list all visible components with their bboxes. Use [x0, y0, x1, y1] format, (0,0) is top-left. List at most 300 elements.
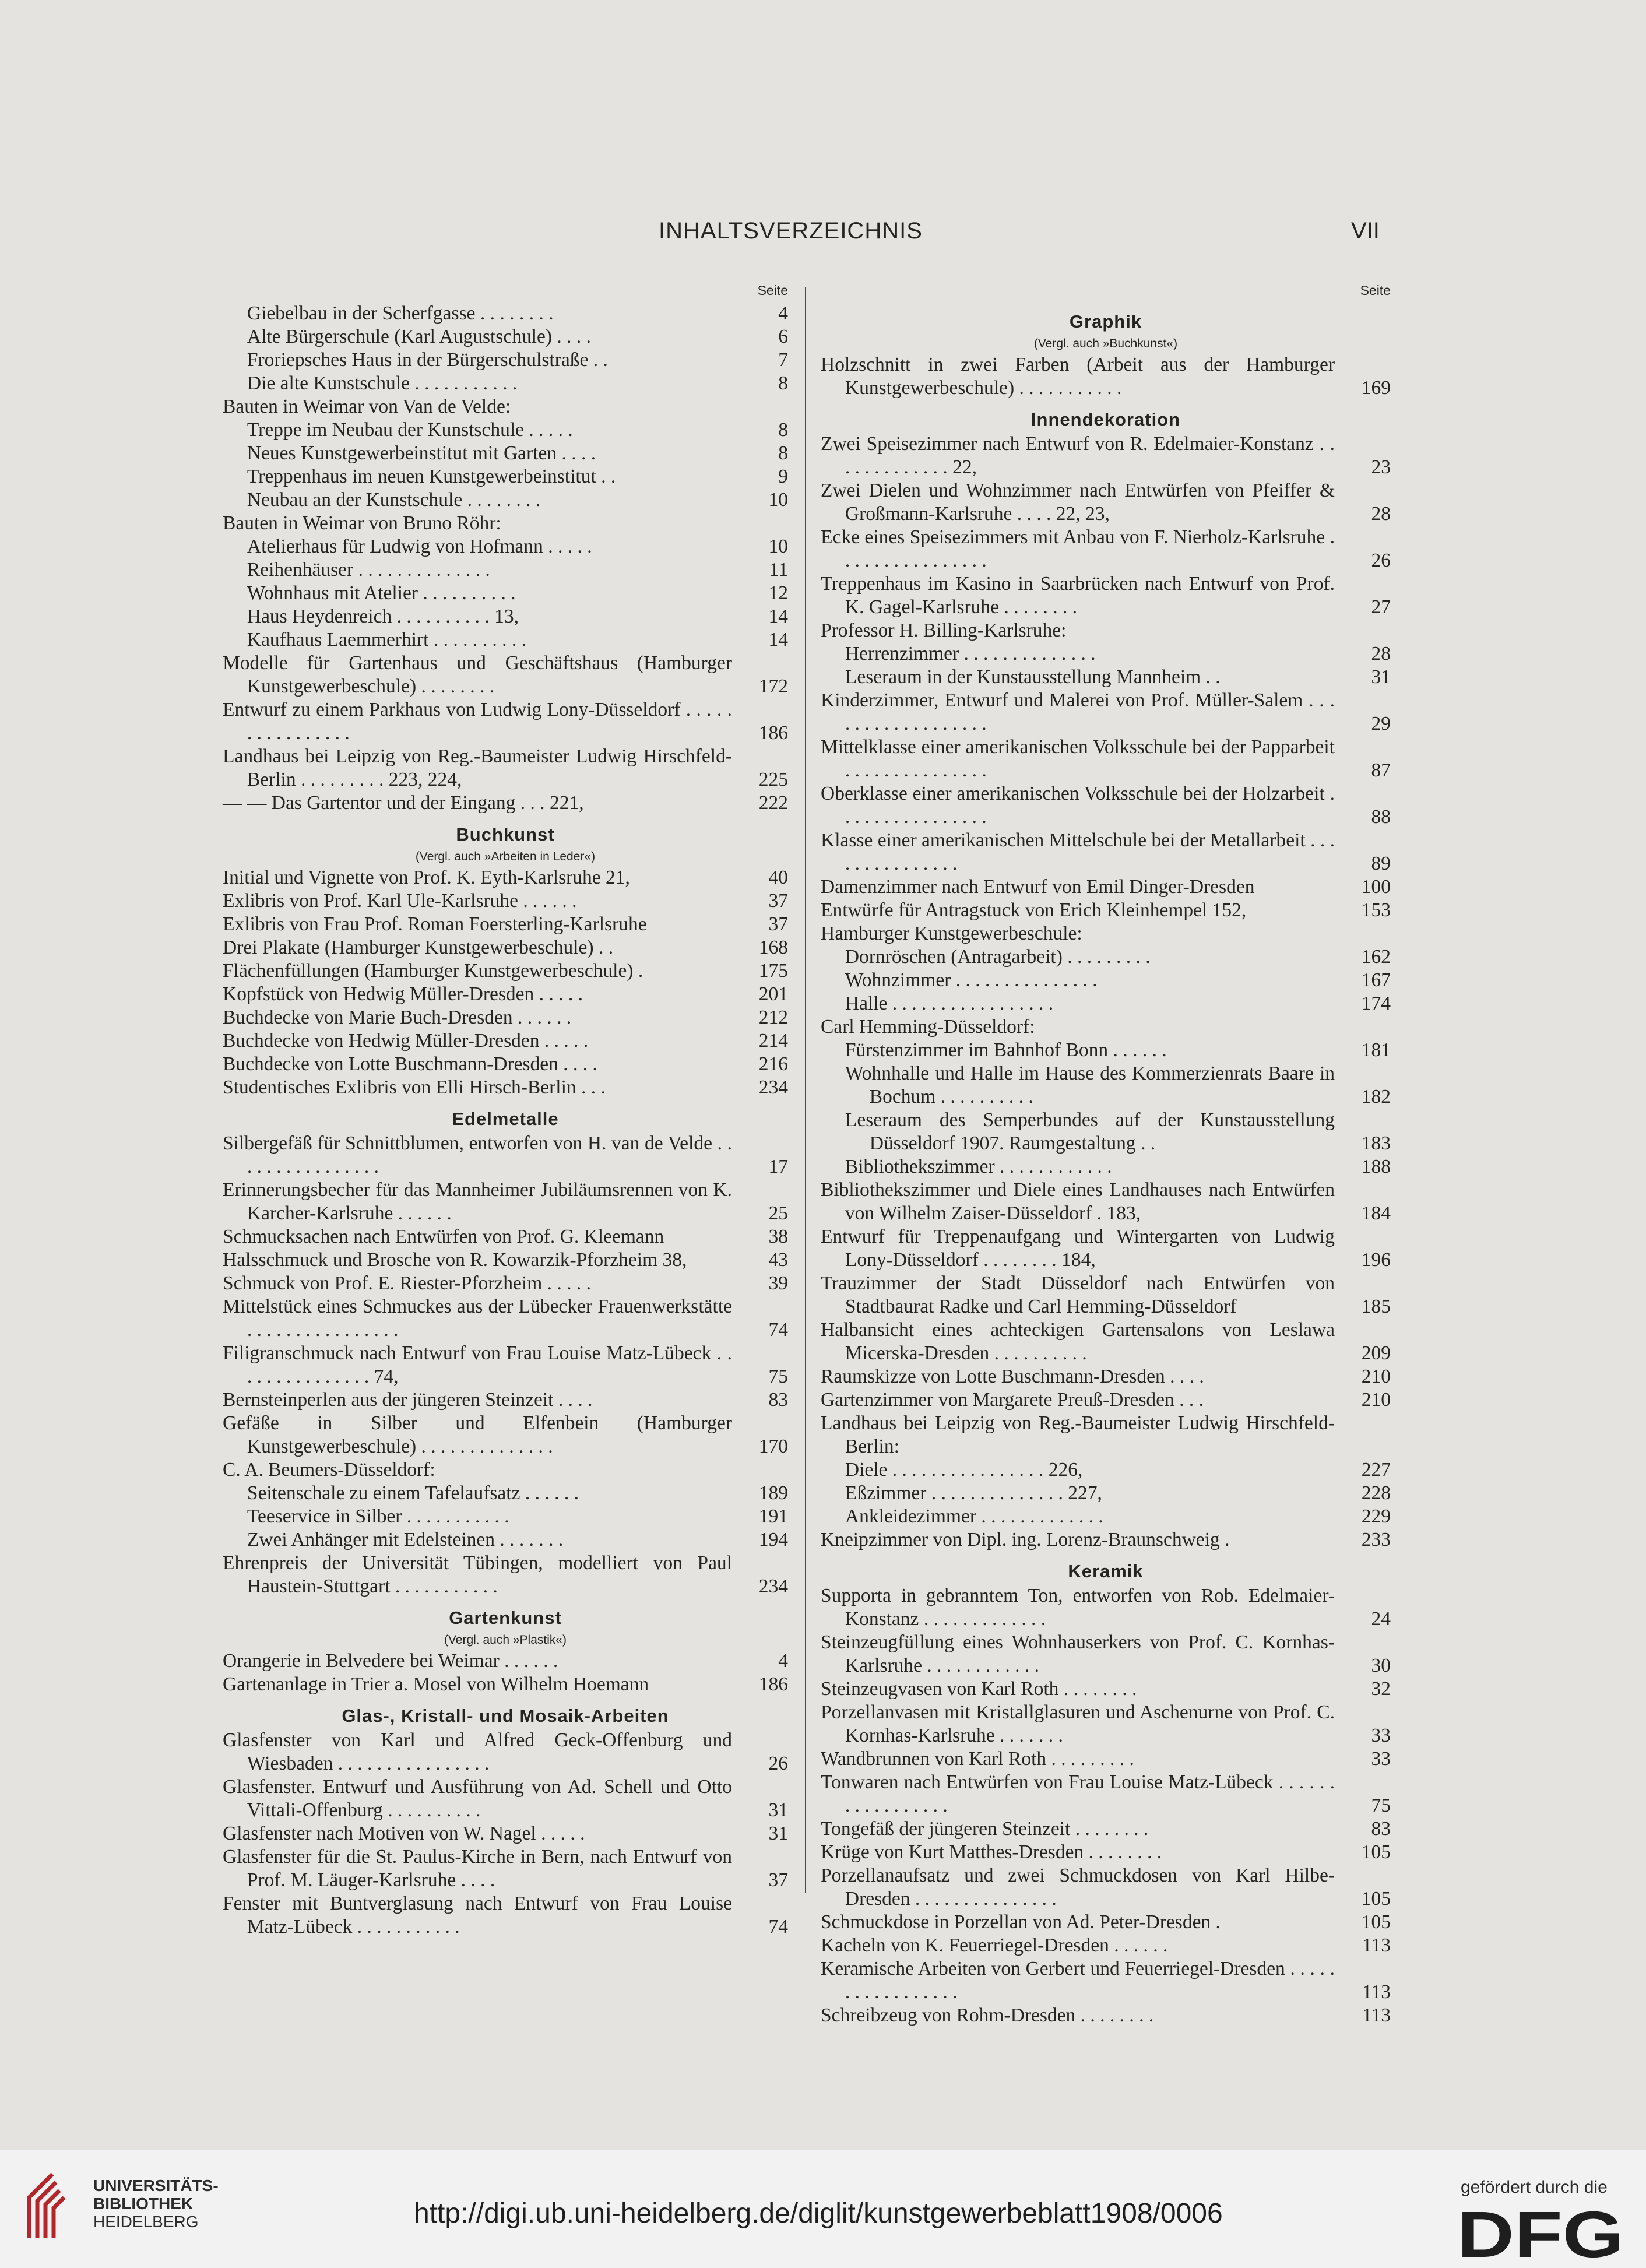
entry-page: 4 — [778, 303, 788, 324]
toc-entry — [223, 535, 788, 558]
toc-entry — [821, 1388, 1391, 1412]
toc-entry — [223, 652, 788, 698]
toc-entry — [821, 526, 1391, 572]
section-note: (Vergl. auch »Arbeiten in Leder«) — [415, 850, 596, 863]
toc-entry — [821, 1584, 1391, 1631]
toc-entry — [821, 1062, 1391, 1109]
toc-entry — [821, 2004, 1391, 2027]
entry-title: Entwurf zu einem Parkhaus von Ludwig Lony-Düsseldorf . . . . . . . . . . . . . . . . — [223, 699, 732, 744]
section-heading: Gartenkunst — [449, 1608, 562, 1628]
entry-title: Schmucksachen nach Entwürfen von Prof. G. Kleemann — [223, 1226, 664, 1247]
entry-title: Gefäße in Silber und Elfenbein (Hamburger Kunstgewerbeschule) . . . . . . . . . . . . . . — [223, 1412, 732, 1457]
entry-page: 194 — [758, 1529, 788, 1550]
entry-title: Oberklasse einer amerikanischen Volksschule bei der Holzarbeit . . . . . . . . . . . . . . . . — [821, 783, 1335, 828]
toc-entry — [223, 1076, 788, 1099]
entry-page: 8 — [778, 442, 788, 464]
entry-title: Carl Hemming-Düsseldorf: — [821, 1016, 1035, 1038]
entry-page: 201 — [758, 983, 788, 1005]
toc-entry — [223, 1029, 788, 1053]
university-library-logo-icon — [17, 2162, 87, 2244]
entry-title: Erinnerungsbecher für das Mannheimer Jubiläumsrennen von K. Karcher-Karlsruhe . . . . . . — [223, 1179, 732, 1224]
toc-entry — [223, 1845, 788, 1892]
entry-title: Initial und Vignette von Prof. K. Eyth-Karlsruhe 21, — [223, 867, 630, 888]
entry-page: 7 — [778, 349, 788, 371]
toc-entry — [223, 325, 788, 349]
entry-page: 43 — [768, 1249, 788, 1271]
entry-page: 29 — [1371, 713, 1391, 734]
entry-page: 8 — [778, 419, 788, 441]
toc-entry — [821, 1817, 1391, 1841]
entry-page: 162 — [1361, 946, 1391, 968]
entry-title: Exlibris von Prof. Karl Ule-Karlsruhe . . . . . . — [223, 890, 577, 912]
toc-entry — [821, 1412, 1391, 1458]
entry-page: 234 — [758, 1576, 788, 1597]
entry-page: 37 — [768, 1869, 788, 1891]
section-heading: Innendekoration — [1030, 409, 1181, 430]
entry-page: 14 — [768, 629, 788, 650]
entry-title: Buchdecke von Lotte Buschmann-Dresden . . . . — [223, 1053, 597, 1075]
section-heading: Edelmetalle — [452, 1109, 559, 1129]
entry-page: 75 — [768, 1366, 788, 1387]
toc-entry — [223, 1388, 788, 1412]
entry-page: 105 — [1361, 1841, 1391, 1863]
toc-entry — [821, 1318, 1391, 1365]
entry-title: Glasfenster. Entwurf und Ausführung von Ad. Schell und Otto Vittali-Offenburg . . . . . . . . . . — [223, 1776, 732, 1821]
entry-page: 4 — [778, 1650, 788, 1672]
entry-page: 175 — [758, 960, 788, 982]
entry-title: Studentisches Exlibris von Elli Hirsch-Berlin . . . — [223, 1077, 606, 1098]
entry-title: Tonwaren nach Entwürfen von Frau Louise Matz-Lübeck . . . . . . . . . . . . . . . . . — [821, 1771, 1335, 1816]
entry-title: Glasfenster für die St. Paulus-Kirche in Bern, nach Entwurf von Prof. M. Läuger-Karlsruhe . . . . — [223, 1846, 732, 1891]
entry-title: Krüge von Kurt Matthes-Dresden . . . . . . . . — [821, 1841, 1162, 1863]
entry-page: 89 — [1371, 853, 1391, 874]
toc-entry — [223, 1673, 788, 1696]
toc-entry — [821, 1179, 1391, 1225]
toc-entry — [821, 829, 1391, 875]
toc-entry — [223, 1295, 788, 1342]
entry-title: Porzellanvasen mit Kristallglasuren und Aschenurne von Prof. C. Kornhas-Karlsruhe . . . . . . . — [821, 1701, 1335, 1746]
entry-title: Fürstenzimmer im Bahnhof Bonn . . . . . . — [845, 1039, 1167, 1061]
toc-entry — [821, 945, 1391, 969]
entry-title: Hamburger Kunstgewerbeschule: — [821, 923, 1082, 944]
entry-page: 12 — [768, 582, 788, 604]
toc-entry — [821, 479, 1391, 526]
toc-entry — [223, 983, 788, 1006]
entry-page: 74 — [768, 1916, 788, 1938]
toc-entry — [821, 992, 1391, 1015]
entry-title: Halsschmuck und Brosche von R. Kowarzik-Pforzheim 38, — [223, 1249, 687, 1271]
entry-page: 182 — [1361, 1086, 1391, 1107]
entry-page: 186 — [758, 1673, 788, 1695]
toc-entry — [821, 1505, 1391, 1528]
toc-entry — [821, 572, 1391, 619]
entry-page: 214 — [758, 1030, 788, 1052]
toc-entry — [223, 1179, 788, 1225]
entry-page: 87 — [1371, 759, 1391, 781]
entry-page: 183 — [1361, 1133, 1391, 1154]
entry-page: 75 — [1371, 1795, 1391, 1816]
toc-entry — [821, 736, 1391, 782]
toc-entry — [223, 1822, 788, 1845]
entry-page: 38 — [768, 1226, 788, 1247]
entry-page: 181 — [1361, 1039, 1391, 1061]
toc-entry — [821, 1155, 1391, 1179]
entry-title: Steinzeugvasen von Karl Roth . . . . . . . . — [821, 1678, 1137, 1700]
entry-page: 105 — [1361, 1911, 1391, 1933]
entry-title: Zwei Anhänger mit Edelsteinen . . . . . . . — [247, 1529, 564, 1550]
toc-entry — [821, 619, 1391, 642]
entry-title: Mittelklasse einer amerikanischen Volksschule bei der Papparbeit . . . . . . . . . . . . . . . — [821, 736, 1335, 781]
entry-page: 169 — [1361, 377, 1391, 399]
entry-title: Zwei Speisezimmer nach Entwurf von R. Edelmaier-Konstanz . . . . . . . . . . . . . 22, — [821, 433, 1335, 478]
entry-title: Gartenzimmer von Margarete Preuß-Dresden . . . — [821, 1389, 1204, 1411]
entry-page: 39 — [768, 1272, 788, 1294]
page-header — [0, 218, 1646, 253]
entry-title: Neues Kunstgewerbeinstitut mit Garten . . . . — [247, 442, 596, 464]
toc-entry — [223, 302, 788, 325]
entry-page: 170 — [758, 1436, 788, 1457]
entry-title: Ehrenpreis der Universität Tübingen, modelliert von Paul Haustein-Stuttgart . . . . . . . . . . . — [223, 1552, 732, 1597]
entry-page: 191 — [758, 1506, 788, 1527]
toc-entry — [821, 1458, 1391, 1482]
toc-entry — [223, 745, 788, 792]
section-heading: Keramik — [1068, 1561, 1144, 1581]
entry-page: 14 — [768, 606, 788, 627]
entry-page: 174 — [1361, 993, 1391, 1014]
toc-entry — [821, 666, 1391, 689]
entry-page: 28 — [1371, 643, 1391, 664]
entry-title: Entwürfe für Antragstuck von Erich Kleinhempel 152, — [821, 899, 1247, 921]
entry-title: Professor H. Billing-Karlsruhe: — [821, 620, 1067, 641]
entry-page: 88 — [1371, 806, 1391, 828]
university-library-name: UNIVERSITÄTS- BIBLIOTHEK HEIDELBERG — [93, 2176, 219, 2231]
entry-title: Schmuckdose in Porzellan von Ad. Peter-Dresden . — [821, 1911, 1221, 1933]
toc-entry — [821, 353, 1391, 400]
entry-page: 196 — [1361, 1249, 1391, 1271]
toc-entry — [821, 1109, 1391, 1155]
entry-page: 83 — [1371, 1818, 1391, 1840]
entry-title: Trauzimmer der Stadt Düsseldorf nach Entwürfen von Stadtbaurat Radke und Carl Hemming-Düsseldorf — [821, 1272, 1335, 1317]
entry-title: Treppenhaus im Kasino in Saarbrücken nach Entwurf von Prof. K. Gagel-Karlsruhe . . . . . . . . — [821, 573, 1335, 618]
toc-entry — [223, 419, 788, 442]
entry-title: Reihenhäuser . . . . . . . . . . . . . . — [247, 559, 490, 581]
entry-page: 74 — [768, 1319, 788, 1341]
toc-entry — [821, 1911, 1391, 1934]
entry-title: Haus Heydenreich . . . . . . . . . . 13, — [247, 606, 519, 627]
entry-page: 184 — [1361, 1202, 1391, 1224]
entry-title: Exlibris von Frau Prof. Roman Foersterling-Karlsruhe — [223, 913, 647, 935]
entry-title: Drei Plakate (Hamburger Kunstgewerbeschule) . . — [223, 937, 614, 958]
toc-entry — [223, 582, 788, 605]
entry-title: Silbergefäß für Schnittblumen, entworfen von H. van de Velde . . . . . . . . . . . . . . . . — [223, 1133, 732, 1177]
entry-title: Klasse einer amerikanischen Mittelschule bei der Metallarbeit . . . . . . . . . . . . . . . — [821, 829, 1335, 874]
toc-entry — [821, 1841, 1391, 1864]
section-note: (Vergl. auch »Plastik«) — [444, 1633, 567, 1647]
entry-title: Wohnhalle und Halle im Hause des Kommerzienrats Baare in Bochum . . . . . . . . . . — [845, 1063, 1335, 1107]
source-url-link[interactable]: http://digi.ub.uni-heidelberg.de/diglit/kunstgewerbeblatt1908/0006 — [414, 2198, 1223, 2229]
entry-title: Mittelstück eines Schmuckes aus der Lübecker Frauenwerkstätte . . . . . . . . . . . . . . . . — [223, 1296, 732, 1341]
entry-title: Bibliothekszimmer und Diele eines Landhauses nach Entwürfen von Wilhelm Zaiser-Düsseldorf . 183, — [821, 1179, 1335, 1224]
toc-entry — [223, 959, 788, 983]
entry-title: Wohnzimmer . . . . . . . . . . . . . . . — [845, 969, 1098, 991]
toc-entry — [223, 1249, 788, 1272]
entry-title: Zwei Dielen und Wohnzimmer nach Entwürfen von Pfeiffer & Großmann-Karlsruhe . . . . 22, 23, — [821, 480, 1335, 525]
entry-title: Landhaus bei Leipzig von Reg.-Baumeister Ludwig Hirschfeld-Berlin . . . . . . . . . 223, 224, — [223, 746, 732, 790]
entry-title: Ankleidezimmer . . . . . . . . . . . . . — [845, 1506, 1103, 1527]
entry-page: 33 — [1371, 1748, 1391, 1770]
entry-title: Tongefäß der jüngeren Steinzeit . . . . . . . . — [821, 1818, 1149, 1840]
entry-page: 23 — [1371, 456, 1391, 478]
toc-entry — [223, 1892, 788, 1939]
seite-label-left: Seite — [757, 283, 788, 298]
entry-title: Flächenfüllungen (Hamburger Kunstgewerbeschule) . — [223, 960, 643, 982]
entry-page: 31 — [768, 1799, 788, 1821]
toc-entry — [821, 1272, 1391, 1318]
toc-entry — [821, 1528, 1391, 1552]
entry-title: Steinzeugfüllung eines Wohnhauserkers von Prof. C. Kornhas-Karlsruhe . . . . . . . . . . . . — [821, 1631, 1335, 1676]
entry-title: Orangerie in Belvedere bei Weimar . . . . . . — [223, 1650, 558, 1672]
seite-label-right: Seite — [1360, 283, 1391, 298]
entry-page: 100 — [1361, 876, 1391, 898]
entry-page: 168 — [758, 937, 788, 958]
toc-entry — [223, 1132, 788, 1179]
entry-page: 225 — [758, 769, 788, 790]
toc-entry — [223, 1528, 788, 1552]
entry-page: 189 — [758, 1482, 788, 1504]
entry-title: Leseraum in der Kunstausstellung Mannheim . . — [845, 666, 1221, 688]
entry-title: Raumskizze von Lotte Buschmann-Dresden . . . . — [821, 1366, 1204, 1387]
entry-title: Halle . . . . . . . . . . . . . . . . . — [845, 993, 1054, 1014]
entry-title: Kopfstück von Hedwig Müller-Dresden . . . . . — [223, 983, 583, 1005]
entry-page: 210 — [1361, 1389, 1391, 1411]
toc-entry — [223, 866, 788, 889]
entry-page: 186 — [758, 722, 788, 744]
entry-page: 10 — [768, 536, 788, 557]
funding-label: gefördert durch die — [1461, 2178, 1608, 2197]
toc-entry — [821, 689, 1391, 736]
entry-page: 30 — [1371, 1655, 1391, 1676]
entry-page: 209 — [1361, 1342, 1391, 1364]
entry-page: 188 — [1361, 1156, 1391, 1177]
entry-page: 113 — [1362, 2005, 1391, 2026]
toc-entry — [223, 889, 788, 913]
toc-entry — [821, 1771, 1391, 1817]
toc-left-column — [223, 279, 788, 1939]
section-heading: Buchkunst — [456, 824, 555, 845]
entry-page: 105 — [1361, 1888, 1391, 1910]
entry-title: — — Das Gartentor und der Eingang . . . 221, — [223, 792, 584, 814]
entry-page: 233 — [1361, 1529, 1391, 1550]
toc-entry — [821, 1864, 1391, 1911]
toc-entry — [821, 1482, 1391, 1505]
entry-page: 26 — [768, 1753, 788, 1774]
svg-text:DFG: DFG — [1457, 2203, 1624, 2262]
entry-page: 228 — [1361, 1482, 1391, 1504]
page-number: VII — [1351, 218, 1380, 244]
entry-title: Treppe im Neubau der Kunstschule . . . . . — [247, 419, 573, 441]
entry-title: Kacheln von K. Feuerriegel-Dresden . . . . . . — [821, 1935, 1168, 1956]
entry-page: 6 — [778, 326, 788, 347]
section-note: (Vergl. auch »Buchkunst«) — [1033, 337, 1178, 350]
entry-page: 229 — [1361, 1506, 1391, 1527]
toc-entry — [223, 698, 788, 745]
entry-page: 172 — [758, 676, 788, 697]
toc-entry — [821, 642, 1391, 666]
entry-page: 222 — [758, 792, 788, 814]
entry-page: 31 — [1371, 666, 1391, 688]
toc-entry — [223, 605, 788, 628]
entry-page: 40 — [768, 867, 788, 888]
toc-entry — [821, 782, 1391, 829]
entry-title: Buchdecke von Marie Buch-Dresden . . . . . . — [223, 1007, 572, 1028]
entry-page: 83 — [768, 1389, 788, 1411]
entry-title: Seitenschale zu einem Tafelaufsatz . . . . . . — [247, 1482, 579, 1504]
entry-title: Herrenzimmer . . . . . . . . . . . . . . — [845, 643, 1096, 664]
toc-entry — [223, 1482, 788, 1505]
entry-title: Alte Bürgerschule (Karl Augustschule) . . . . — [247, 326, 592, 347]
entry-title: Wohnhaus mit Atelier . . . . . . . . . . — [247, 582, 516, 604]
toc-entry — [821, 1365, 1391, 1388]
entry-title: Kaufhaus Laemmerhirt . . . . . . . . . . — [247, 629, 526, 650]
column-divider — [805, 287, 806, 1893]
toc-entry — [223, 1505, 788, 1528]
entry-title: Supporta in gebranntem Ton, entworfen von Rob. Edelmaier-Konstanz . . . . . . . . . . . . . — [821, 1585, 1335, 1630]
entry-page: 32 — [1371, 1678, 1391, 1700]
entry-title: Kneipzimmer von Dipl. ing. Lorenz-Braunschweig . — [821, 1529, 1230, 1550]
entry-title: Treppenhaus im neuen Kunstgewerbeinstitut . . — [247, 466, 616, 487]
entry-page: 153 — [1361, 899, 1391, 921]
entry-title: Die alte Kunstschule . . . . . . . . . . . — [247, 372, 518, 394]
section-heading: Graphik — [1069, 311, 1142, 332]
entry-page: 17 — [768, 1156, 788, 1177]
entry-title: Ecke eines Speisezimmers mit Anbau von F. Nierholz-Karlsruhe . . . . . . . . . . . . . . . . — [821, 526, 1335, 571]
toc-entry — [223, 1006, 788, 1029]
entry-page: 9 — [778, 466, 788, 487]
entry-title: Gartenanlage in Trier a. Mosel von Wilhelm Hoemann — [223, 1673, 649, 1695]
toc-entry — [223, 913, 788, 936]
entry-page: 26 — [1371, 550, 1391, 571]
toc-entry — [223, 1458, 788, 1482]
toc-entry — [223, 465, 788, 488]
entry-page: 37 — [768, 913, 788, 935]
toc-right-column — [821, 279, 1391, 2027]
entry-title: Filigranschmuck nach Entwurf von Frau Louise Matz-Lübeck . . . . . . . . . . . . . . . 74, — [223, 1342, 732, 1387]
entry-title: Porzellanaufsatz und zwei Schmuckdosen von Karl Hilbe-Dresden . . . . . . . . . . . . . . . — [821, 1865, 1335, 1910]
entry-page: 27 — [1371, 596, 1391, 618]
toc-entry — [223, 558, 788, 582]
entry-title: Bauten in Weimar von Van de Velde: — [223, 396, 511, 417]
toc-entry — [223, 1552, 788, 1598]
entry-page: 113 — [1362, 1981, 1391, 2003]
toc-entry — [821, 1039, 1391, 1062]
entry-title: Bibliothekszimmer . . . . . . . . . . . . — [845, 1156, 1112, 1177]
entry-title: Halbansicht eines achteckigen Gartensalons von Leslawa Micerska-Dresden . . . . . . . . . . — [821, 1319, 1335, 1364]
entry-page: 11 — [769, 559, 788, 581]
toc-entry — [821, 1957, 1391, 2004]
entry-title: Modelle für Gartenhaus und Geschäftshaus (Hamburger Kunstgewerbeschule) . . . . . . . . — [223, 652, 732, 697]
entry-title: Buchdecke von Hedwig Müller-Dresden . . . . . — [223, 1030, 589, 1052]
toc-entry — [821, 1678, 1391, 1701]
entry-title: Fenster mit Buntverglasung nach Entwurf von Frau Louise Matz-Lübeck . . . . . . . . . . . — [223, 1893, 732, 1938]
digitization-footer — [0, 2150, 1646, 2268]
entry-page: 185 — [1361, 1296, 1391, 1317]
entry-title: Teeservice in Silber . . . . . . . . . . . — [247, 1506, 509, 1527]
entry-page: 28 — [1371, 503, 1391, 525]
toc-entry — [821, 922, 1391, 945]
entry-title: Neubau an der Kunstschule . . . . . . . . — [247, 489, 541, 511]
toc-entry — [223, 792, 788, 815]
toc-entry — [821, 1225, 1391, 1272]
entry-title: Wandbrunnen von Karl Roth . . . . . . . . . — [821, 1748, 1134, 1770]
toc-entry — [223, 936, 788, 959]
entry-title: Damenzimmer nach Entwurf von Emil Dinger-Dresden — [821, 876, 1255, 898]
entry-page: 227 — [1361, 1459, 1391, 1481]
entry-title: Giebelbau in der Scherfgasse . . . . . . . . — [247, 303, 554, 324]
toc-entry — [223, 372, 788, 395]
toc-entry — [223, 1225, 788, 1249]
toc-entry — [223, 1272, 788, 1295]
entry-title: Dornröschen (Antragarbeit) . . . . . . . . . — [845, 946, 1151, 968]
entry-title: Glasfenster nach Motiven von W. Nagel . . . . . — [223, 1823, 585, 1844]
entry-page: 8 — [778, 372, 788, 394]
running-title: INHALTSVERZEICHNIS — [659, 218, 923, 244]
toc-entry — [223, 1729, 788, 1775]
entry-title: Landhaus bei Leipzig von Reg.-Baumeister Ludwig Hirschfeld-Berlin: — [821, 1412, 1335, 1457]
toc-entry — [821, 1934, 1391, 1957]
entry-title: Holzschnitt in zwei Farben (Arbeit aus der Hamburger Kunstgewerbeschule) . . . . . . . . . . . — [821, 354, 1335, 399]
entry-title: Kinderzimmer, Entwurf und Malerei von Prof. Müller-Salem . . . . . . . . . . . . . . . . . . — [821, 690, 1335, 734]
entry-title: Bernsteinperlen aus der jüngeren Steinzeit . . . . — [223, 1389, 593, 1411]
toc-entry — [821, 1015, 1391, 1039]
entry-page: 210 — [1361, 1366, 1391, 1387]
toc-entry — [223, 349, 788, 372]
toc-entry — [223, 1053, 788, 1076]
entry-page: 10 — [768, 489, 788, 511]
toc-entry — [821, 899, 1391, 922]
toc-entry — [223, 1775, 788, 1822]
toc-entry — [223, 628, 788, 652]
entry-title: Schreibzeug von Rohm-Dresden . . . . . . . . — [821, 2005, 1154, 2026]
toc-entry — [821, 1747, 1391, 1771]
toc-entry — [223, 1342, 788, 1388]
entry-page: 37 — [768, 890, 788, 912]
entry-title: Bauten in Weimar von Bruno Röhr: — [223, 512, 501, 534]
entry-title: Glasfenster von Karl und Alfred Geck-Offenburg und Wiesbaden . . . . . . . . . . . . . . . . — [223, 1729, 732, 1774]
entry-title: Diele . . . . . . . . . . . . . . . . 226, — [845, 1459, 1083, 1481]
entry-title: Entwurf für Treppenaufgang und Wintergarten von Ludwig Lony-Düsseldorf . . . . . . . . 184, — [821, 1226, 1335, 1271]
dfg-logo-icon — [1457, 2203, 1626, 2262]
entry-title: C. A. Beumers-Düsseldorf: — [223, 1459, 435, 1481]
entry-page: 25 — [768, 1202, 788, 1224]
entry-page: 113 — [1362, 1935, 1391, 1956]
toc-entry — [223, 395, 788, 419]
entry-title: Eßzimmer . . . . . . . . . . . . . . 227, — [845, 1482, 1102, 1504]
entry-page: 33 — [1371, 1725, 1391, 1746]
toc-entry — [821, 969, 1391, 992]
toc-entry — [223, 488, 788, 512]
toc-entry — [821, 875, 1391, 899]
toc-entry — [223, 512, 788, 535]
toc-entry — [223, 1650, 788, 1673]
entry-page: 216 — [758, 1053, 788, 1075]
entry-title: Froriepsches Haus in der Bürgerschulstraße . . — [247, 349, 608, 371]
entry-page: 24 — [1371, 1608, 1391, 1630]
section-heading: Glas-, Kristall- und Mosaik-Arbeiten — [342, 1706, 669, 1726]
entry-title: Leseraum des Semperbundes auf der Kunstausstellung Düsseldorf 1907. Raumgestaltung . . — [845, 1109, 1335, 1154]
entry-title: Keramische Arbeiten von Gerbert und Feuerriegel-Dresden . . . . . . . . . . . . . . . . . — [821, 1958, 1335, 2003]
entry-page: 212 — [758, 1007, 788, 1028]
entry-page: 31 — [768, 1823, 788, 1844]
